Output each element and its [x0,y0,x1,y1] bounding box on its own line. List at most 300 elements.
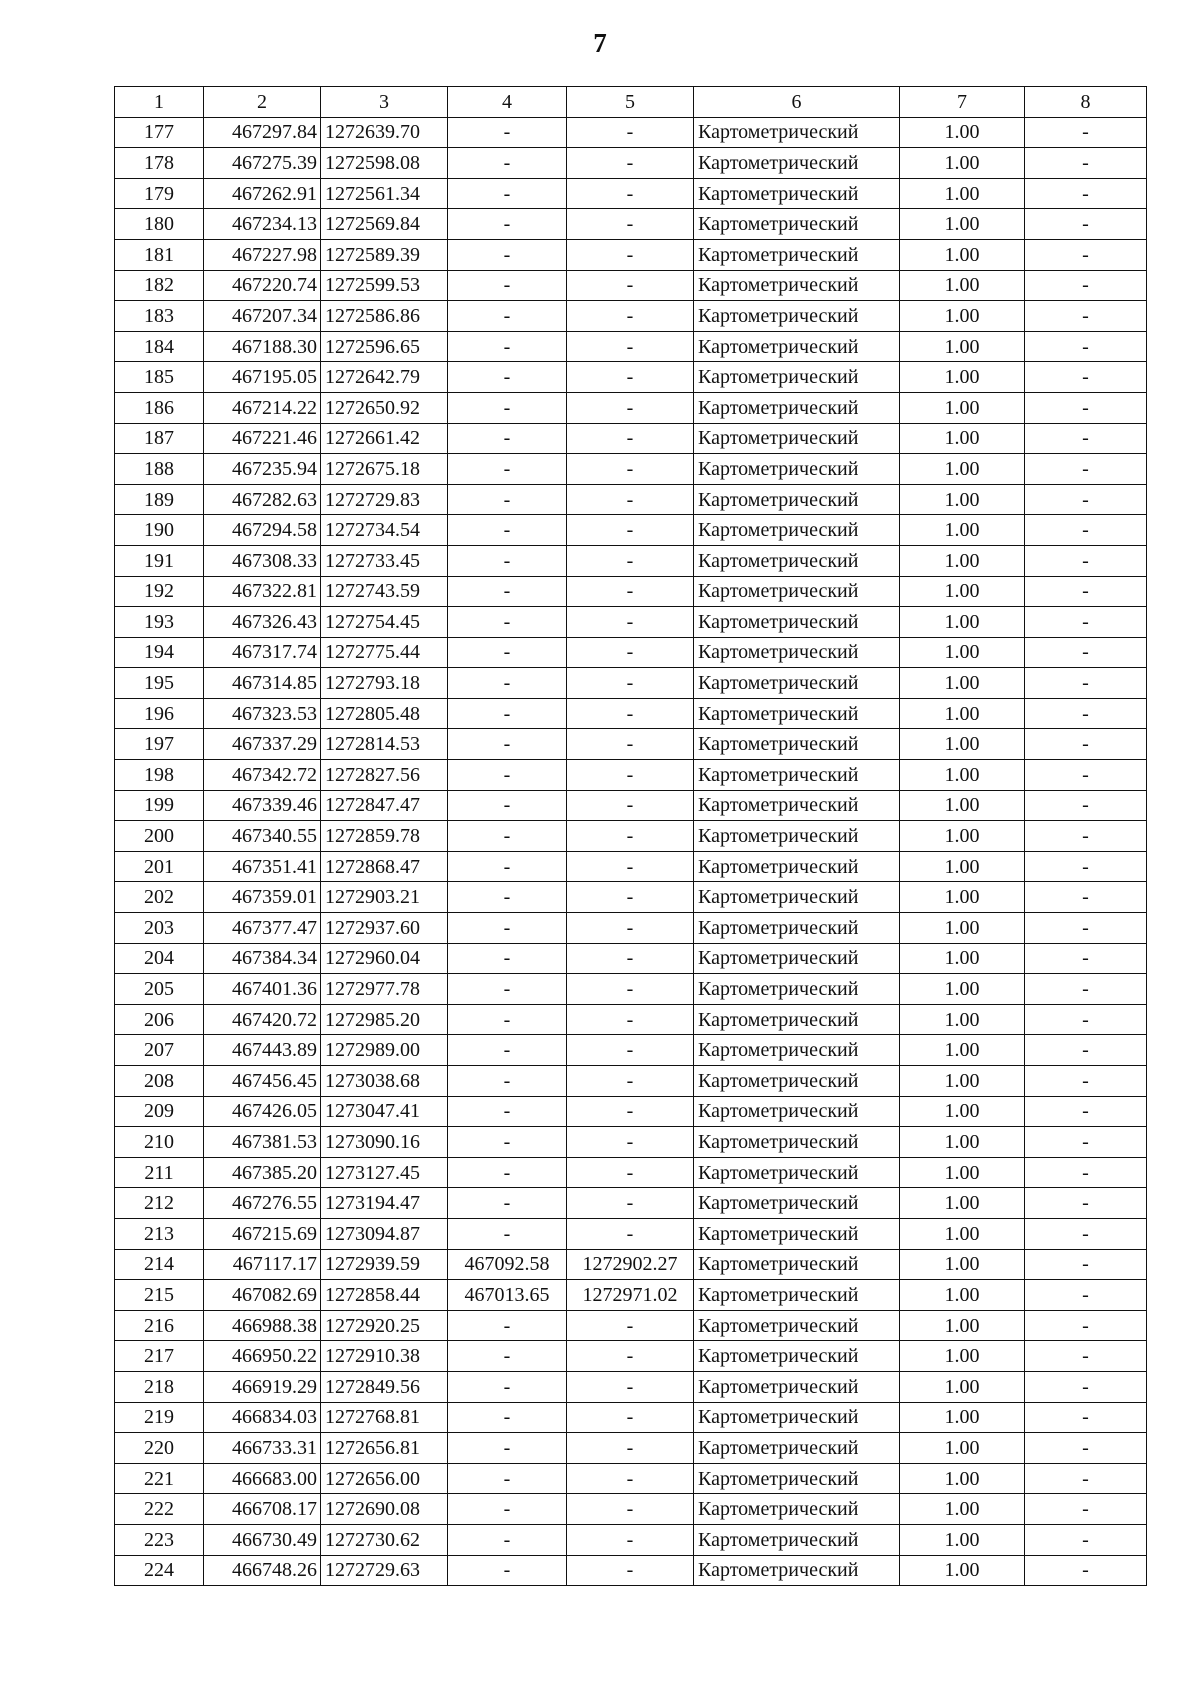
point-number-cell: 181 [115,239,204,270]
x-prev-coordinate-cell: - [448,484,567,515]
y-prev-coordinate-cell: - [567,1188,694,1219]
description-cell: - [1025,1463,1147,1494]
y-coordinate-cell: 1273194.47 [321,1188,448,1219]
table-row [115,545,1147,576]
table-row [115,1555,1147,1586]
table-row [115,1494,1147,1525]
method-cell: Картометрический [694,913,900,944]
description-cell: - [1025,576,1147,607]
x-prev-coordinate-cell: - [448,698,567,729]
column-header: 7 [900,87,1025,118]
table-row [115,790,1147,821]
y-prev-coordinate-cell: - [567,974,694,1005]
description-cell: - [1025,331,1147,362]
point-number-cell: 222 [115,1494,204,1525]
y-prev-coordinate-cell: - [567,1463,694,1494]
x-prev-coordinate-cell: - [448,1341,567,1372]
point-number-cell: 204 [115,943,204,974]
x-prev-coordinate-cell: - [448,668,567,699]
table-row [115,362,1147,393]
x-coordinate-cell: 467322.81 [204,576,321,607]
accuracy-cell: 1.00 [900,790,1025,821]
y-coordinate-cell: 1272569.84 [321,209,448,240]
x-coordinate-cell: 467117.17 [204,1249,321,1280]
x-prev-coordinate-cell: - [448,148,567,179]
method-cell: Картометрический [694,1218,900,1249]
x-prev-coordinate-cell: - [448,301,567,332]
x-prev-coordinate-cell: - [448,392,567,423]
y-coordinate-cell: 1272596.65 [321,331,448,362]
table-body [115,117,1147,1586]
method-cell: Картометрический [694,392,900,423]
y-prev-coordinate-cell: - [567,301,694,332]
column-header: 1 [115,87,204,118]
column-header: 8 [1025,87,1147,118]
y-coordinate-cell: 1272768.81 [321,1402,448,1433]
y-prev-coordinate-cell: - [567,545,694,576]
method-cell: Картометрический [694,545,900,576]
method-cell: Картометрический [694,1066,900,1097]
y-coordinate-cell: 1272656.00 [321,1463,448,1494]
table-row [115,607,1147,638]
x-coordinate-cell: 467443.89 [204,1035,321,1066]
table-row [115,392,1147,423]
y-prev-coordinate-cell: - [567,1402,694,1433]
description-cell: - [1025,943,1147,974]
y-coordinate-cell: 1272920.25 [321,1310,448,1341]
method-cell: Картометрический [694,1157,900,1188]
description-cell: - [1025,423,1147,454]
accuracy-cell: 1.00 [900,1433,1025,1464]
x-coordinate-cell: 467317.74 [204,637,321,668]
y-prev-coordinate-cell: - [567,668,694,699]
point-number-cell: 180 [115,209,204,240]
y-prev-coordinate-cell: - [567,913,694,944]
x-prev-coordinate-cell: - [448,545,567,576]
x-prev-coordinate-cell: - [448,607,567,638]
y-coordinate-cell: 1272656.81 [321,1433,448,1464]
table-row [115,668,1147,699]
y-prev-coordinate-cell: - [567,454,694,485]
point-number-cell: 207 [115,1035,204,1066]
method-cell: Картометрический [694,1127,900,1158]
y-prev-coordinate-cell: - [567,1341,694,1372]
point-number-cell: 178 [115,148,204,179]
y-prev-coordinate-cell: - [567,1066,694,1097]
table-row [115,1066,1147,1097]
y-coordinate-cell: 1272598.08 [321,148,448,179]
accuracy-cell: 1.00 [900,239,1025,270]
x-prev-coordinate-cell: - [448,851,567,882]
description-cell: - [1025,239,1147,270]
description-cell: - [1025,1249,1147,1280]
table-row [115,913,1147,944]
accuracy-cell: 1.00 [900,1249,1025,1280]
method-cell: Картометрический [694,729,900,760]
x-prev-coordinate-cell: - [448,270,567,301]
table-row [115,1157,1147,1188]
method-cell: Картометрический [694,576,900,607]
y-coordinate-cell: 1272733.45 [321,545,448,576]
accuracy-cell: 1.00 [900,1524,1025,1555]
x-coordinate-cell: 467359.01 [204,882,321,913]
x-coordinate-cell: 467377.47 [204,913,321,944]
point-number-cell: 220 [115,1433,204,1464]
point-number-cell: 208 [115,1066,204,1097]
x-coordinate-cell: 467220.74 [204,270,321,301]
accuracy-cell: 1.00 [900,301,1025,332]
description-cell: - [1025,515,1147,546]
x-coordinate-cell: 466919.29 [204,1371,321,1402]
method-cell: Картометрический [694,1524,900,1555]
table-row [115,1249,1147,1280]
y-prev-coordinate-cell: - [567,1218,694,1249]
point-number-cell: 197 [115,729,204,760]
y-coordinate-cell: 1272989.00 [321,1035,448,1066]
y-coordinate-cell: 1272960.04 [321,943,448,974]
method-cell: Картометрический [694,668,900,699]
point-number-cell: 184 [115,331,204,362]
description-cell: - [1025,974,1147,1005]
point-number-cell: 195 [115,668,204,699]
description-cell: - [1025,1035,1147,1066]
table-row [115,209,1147,240]
point-number-cell: 192 [115,576,204,607]
x-coordinate-cell: 467323.53 [204,698,321,729]
method-cell: Картометрический [694,943,900,974]
method-cell: Картометрический [694,637,900,668]
description-cell: - [1025,1371,1147,1402]
y-coordinate-cell: 1272910.38 [321,1341,448,1372]
accuracy-cell: 1.00 [900,1310,1025,1341]
description-cell: - [1025,729,1147,760]
y-coordinate-cell: 1273094.87 [321,1218,448,1249]
method-cell: Картометрический [694,974,900,1005]
method-cell: Картометрический [694,1310,900,1341]
table-row [115,851,1147,882]
y-prev-coordinate-cell: - [567,607,694,638]
point-number-cell: 214 [115,1249,204,1280]
description-cell: - [1025,698,1147,729]
table-row [115,943,1147,974]
description-cell: - [1025,637,1147,668]
point-number-cell: 201 [115,851,204,882]
table-row [115,117,1147,148]
column-header: 5 [567,87,694,118]
method-cell: Картометрический [694,790,900,821]
x-prev-coordinate-cell: - [448,1433,567,1464]
point-number-cell: 209 [115,1096,204,1127]
table-row [115,760,1147,791]
x-prev-coordinate-cell: - [448,760,567,791]
y-coordinate-cell: 1272827.56 [321,760,448,791]
description-cell: - [1025,913,1147,944]
description-cell: - [1025,1096,1147,1127]
method-cell: Картометрический [694,484,900,515]
table-row [115,178,1147,209]
description-cell: - [1025,148,1147,179]
accuracy-cell: 1.00 [900,1096,1025,1127]
y-coordinate-cell: 1272775.44 [321,637,448,668]
x-coordinate-cell: 467207.34 [204,301,321,332]
table-row [115,821,1147,852]
x-prev-coordinate-cell: - [448,1371,567,1402]
y-prev-coordinate-cell: - [567,1555,694,1586]
point-number-cell: 224 [115,1555,204,1586]
table-row [115,1402,1147,1433]
x-coordinate-cell: 467215.69 [204,1218,321,1249]
y-prev-coordinate-cell: - [567,209,694,240]
x-coordinate-cell: 467351.41 [204,851,321,882]
point-number-cell: 198 [115,760,204,791]
x-coordinate-cell: 467282.63 [204,484,321,515]
x-prev-coordinate-cell: - [448,1218,567,1249]
table-row [115,576,1147,607]
accuracy-cell: 1.00 [900,698,1025,729]
table-row [115,1004,1147,1035]
y-coordinate-cell: 1272730.62 [321,1524,448,1555]
x-coordinate-cell: 467276.55 [204,1188,321,1219]
y-prev-coordinate-cell: - [567,362,694,393]
method-cell: Картометрический [694,882,900,913]
point-number-cell: 183 [115,301,204,332]
point-number-cell: 189 [115,484,204,515]
method-cell: Картометрический [694,1249,900,1280]
description-cell: - [1025,760,1147,791]
point-number-cell: 213 [115,1218,204,1249]
y-coordinate-cell: 1272650.92 [321,392,448,423]
description-cell: - [1025,1524,1147,1555]
x-prev-coordinate-cell: - [448,882,567,913]
x-prev-coordinate-cell: - [448,362,567,393]
method-cell: Картометрический [694,454,900,485]
method-cell: Картометрический [694,209,900,240]
x-prev-coordinate-cell: - [448,178,567,209]
y-prev-coordinate-cell: - [567,1004,694,1035]
table-row [115,454,1147,485]
method-cell: Картометрический [694,1341,900,1372]
point-number-cell: 205 [115,974,204,1005]
point-number-cell: 185 [115,362,204,393]
y-coordinate-cell: 1272599.53 [321,270,448,301]
description-cell: - [1025,1310,1147,1341]
x-prev-coordinate-cell: - [448,454,567,485]
y-prev-coordinate-cell: - [567,637,694,668]
method-cell: Картометрический [694,331,900,362]
point-number-cell: 177 [115,117,204,148]
point-number-cell: 182 [115,270,204,301]
point-number-cell: 216 [115,1310,204,1341]
accuracy-cell: 1.00 [900,1004,1025,1035]
x-prev-coordinate-cell: 467092.58 [448,1249,567,1280]
table-row [115,423,1147,454]
y-coordinate-cell: 1272858.44 [321,1280,448,1311]
accuracy-cell: 1.00 [900,545,1025,576]
description-cell: - [1025,362,1147,393]
x-prev-coordinate-cell: 467013.65 [448,1280,567,1311]
description-cell: - [1025,821,1147,852]
x-coordinate-cell: 467401.36 [204,974,321,1005]
point-number-cell: 193 [115,607,204,638]
x-coordinate-cell: 466733.31 [204,1433,321,1464]
accuracy-cell: 1.00 [900,1035,1025,1066]
x-prev-coordinate-cell: - [448,1035,567,1066]
table-row [115,882,1147,913]
page-number: 7 [593,28,607,58]
table-row [115,515,1147,546]
description-cell: - [1025,484,1147,515]
point-number-cell: 211 [115,1157,204,1188]
x-coordinate-cell: 466730.49 [204,1524,321,1555]
x-coordinate-cell: 467221.46 [204,423,321,454]
header-row [115,87,1147,118]
table-row [115,270,1147,301]
x-coordinate-cell: 466834.03 [204,1402,321,1433]
y-prev-coordinate-cell: - [567,851,694,882]
x-prev-coordinate-cell: - [448,1127,567,1158]
description-cell: - [1025,1188,1147,1219]
y-prev-coordinate-cell: - [567,148,694,179]
table-row [115,637,1147,668]
method-cell: Картометрический [694,1555,900,1586]
y-coordinate-cell: 1272690.08 [321,1494,448,1525]
y-prev-coordinate-cell: - [567,423,694,454]
method-cell: Картометрический [694,270,900,301]
table-row [115,1524,1147,1555]
table-row [115,974,1147,1005]
x-prev-coordinate-cell: - [448,729,567,760]
table-row [115,729,1147,760]
accuracy-cell: 1.00 [900,515,1025,546]
x-prev-coordinate-cell: - [448,117,567,148]
accuracy-cell: 1.00 [900,117,1025,148]
accuracy-cell: 1.00 [900,1218,1025,1249]
point-number-cell: 188 [115,454,204,485]
method-cell: Картометрический [694,239,900,270]
y-coordinate-cell: 1272729.83 [321,484,448,515]
y-prev-coordinate-cell: - [567,1035,694,1066]
accuracy-cell: 1.00 [900,851,1025,882]
x-coordinate-cell: 466988.38 [204,1310,321,1341]
accuracy-cell: 1.00 [900,760,1025,791]
x-prev-coordinate-cell: - [448,1004,567,1035]
x-prev-coordinate-cell: - [448,1310,567,1341]
y-coordinate-cell: 1272985.20 [321,1004,448,1035]
description-cell: - [1025,1157,1147,1188]
y-prev-coordinate-cell: - [567,760,694,791]
accuracy-cell: 1.00 [900,943,1025,974]
table-row [115,301,1147,332]
y-prev-coordinate-cell: - [567,515,694,546]
x-prev-coordinate-cell: - [448,423,567,454]
x-prev-coordinate-cell: - [448,576,567,607]
table-row [115,1341,1147,1372]
x-prev-coordinate-cell: - [448,1555,567,1586]
x-prev-coordinate-cell: - [448,1463,567,1494]
accuracy-cell: 1.00 [900,148,1025,179]
point-number-cell: 187 [115,423,204,454]
accuracy-cell: 1.00 [900,913,1025,944]
description-cell: - [1025,668,1147,699]
x-coordinate-cell: 467227.98 [204,239,321,270]
y-prev-coordinate-cell: - [567,1433,694,1464]
y-coordinate-cell: 1272754.45 [321,607,448,638]
y-prev-coordinate-cell: 1272902.27 [567,1249,694,1280]
y-prev-coordinate-cell: - [567,178,694,209]
y-prev-coordinate-cell: - [567,117,694,148]
x-prev-coordinate-cell: - [448,1494,567,1525]
x-coordinate-cell: 467339.46 [204,790,321,821]
accuracy-cell: 1.00 [900,1127,1025,1158]
method-cell: Картометрический [694,117,900,148]
description-cell: - [1025,117,1147,148]
accuracy-cell: 1.00 [900,331,1025,362]
accuracy-cell: 1.00 [900,974,1025,1005]
x-coordinate-cell: 467426.05 [204,1096,321,1127]
accuracy-cell: 1.00 [900,454,1025,485]
y-prev-coordinate-cell: 1272971.02 [567,1280,694,1311]
x-prev-coordinate-cell: - [448,1066,567,1097]
coordinates-table [114,86,1147,1586]
y-prev-coordinate-cell: - [567,270,694,301]
accuracy-cell: 1.00 [900,423,1025,454]
table-row [115,1127,1147,1158]
y-prev-coordinate-cell: - [567,331,694,362]
x-prev-coordinate-cell: - [448,790,567,821]
method-cell: Картометрический [694,821,900,852]
y-coordinate-cell: 1272939.59 [321,1249,448,1280]
x-coordinate-cell: 466748.26 [204,1555,321,1586]
x-coordinate-cell: 467294.58 [204,515,321,546]
y-coordinate-cell: 1272586.86 [321,301,448,332]
y-prev-coordinate-cell: - [567,698,694,729]
y-coordinate-cell: 1272642.79 [321,362,448,393]
accuracy-cell: 1.00 [900,668,1025,699]
x-coordinate-cell: 466683.00 [204,1463,321,1494]
y-prev-coordinate-cell: - [567,821,694,852]
table-row [115,239,1147,270]
x-coordinate-cell: 467337.29 [204,729,321,760]
description-cell: - [1025,1280,1147,1311]
y-prev-coordinate-cell: - [567,790,694,821]
y-coordinate-cell: 1273090.16 [321,1127,448,1158]
y-prev-coordinate-cell: - [567,1310,694,1341]
description-cell: - [1025,1433,1147,1464]
table-row [115,1280,1147,1311]
accuracy-cell: 1.00 [900,209,1025,240]
table-row [115,1463,1147,1494]
y-coordinate-cell: 1273047.41 [321,1096,448,1127]
table-row [115,148,1147,179]
y-coordinate-cell: 1272743.59 [321,576,448,607]
table-row [115,484,1147,515]
description-cell: - [1025,1402,1147,1433]
description-cell: - [1025,1004,1147,1035]
x-coordinate-cell: 467234.13 [204,209,321,240]
y-coordinate-cell: 1272734.54 [321,515,448,546]
point-number-cell: 191 [115,545,204,576]
table-row [115,1188,1147,1219]
point-number-cell: 179 [115,178,204,209]
point-number-cell: 221 [115,1463,204,1494]
x-coordinate-cell: 467420.72 [204,1004,321,1035]
x-prev-coordinate-cell: - [448,209,567,240]
accuracy-cell: 1.00 [900,607,1025,638]
column-header: 6 [694,87,900,118]
method-cell: Картометрический [694,1463,900,1494]
point-number-cell: 199 [115,790,204,821]
y-coordinate-cell: 1272589.39 [321,239,448,270]
